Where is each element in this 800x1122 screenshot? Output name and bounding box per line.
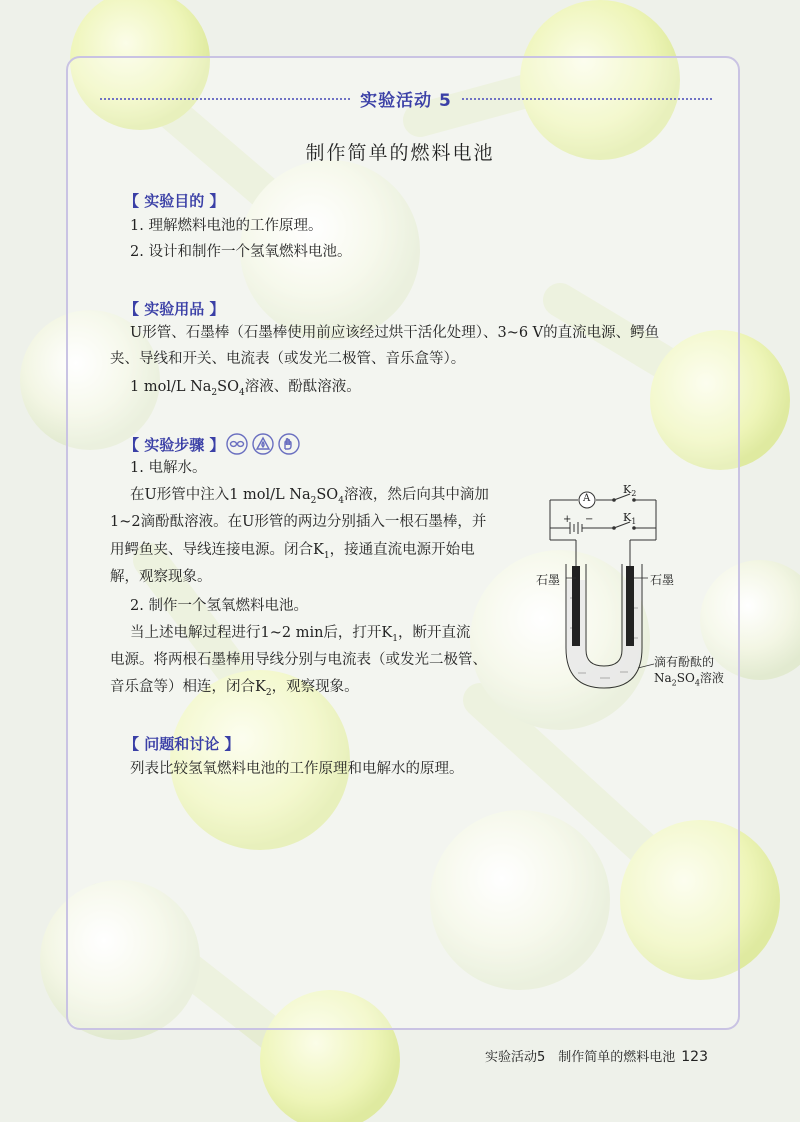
purpose-item: 1. 理解燃料电池的工作原理。 [130,218,323,234]
purpose-heading: 【 实验目的 】 [124,192,225,210]
text-span: 用鳄鱼夹、导线连接电源。闭合K [110,542,324,558]
flame-warning-icon [253,434,273,454]
step-text [110,540,475,566]
step-text [110,677,359,703]
hand-wash-icon [279,434,299,454]
text-span: K [623,511,632,524]
text-span: 溶液，然后向其中滴加 [343,487,489,503]
materials-line: 夹、导线和开关、电流表（或发光二极管、音乐盒等）。 [110,351,466,367]
subscript: 2 [211,387,218,398]
subscript: 1 [323,550,330,561]
materials-line: U形管、石墨棒（石墨棒使用前应该经过烘干活化处理）、3~6 V的直流电源、鳄鱼 [130,325,660,341]
step-text: 1~2滴酚酞溶液。在U形管的两边分别插入一根石墨棒，并 [110,514,487,530]
solution-label: 滴有酚酞的 [654,655,715,669]
switch-k1-label [623,511,636,526]
text-span: ，接通直流电源开始电 [329,542,475,558]
left-electrode-label: 石墨 [536,573,561,587]
discussion-heading: 【 问题和讨论 】 [124,735,240,753]
step-text [130,623,471,649]
page-number: 123 [681,1049,708,1065]
text-span: SO [316,487,339,503]
discussion-text: 列表比较氢氧燃料电池的工作原理和电解水的原理。 [130,761,464,777]
positive-terminal: + [563,514,572,525]
subscript: 2 [671,678,677,688]
subscript: 4 [338,495,344,506]
subscript: 2 [310,495,317,506]
ammeter-label: A [583,493,591,504]
dotted-rule-left [100,98,350,100]
text-span: ，断开直流 [398,625,471,641]
negative-terminal: − [585,514,594,525]
footer-text: 实验活动5 制作简单的燃料电池 [484,1050,676,1065]
materials-heading: 【 实验用品 】 [124,300,225,318]
subscript: 1 [392,633,399,644]
text-span: SO [676,671,695,685]
text-span: 在U形管中注入1 mol/L Na [130,487,311,503]
goggles-icon [227,434,247,454]
subscript: 2 [265,687,272,698]
activity-header [100,86,712,112]
text-span: ，观察现象。 [271,679,359,695]
steps-heading: 【 实验步骤 】 [124,436,225,454]
solution-label [654,669,724,687]
text-span: 溶液 [699,671,724,685]
text-span: K [623,483,632,496]
step-text: 解，观察现象。 [110,569,212,585]
subscript: 1 [631,517,637,527]
text-span: Na [654,671,672,685]
step-text: 电源。将两根石墨棒用导线分别与电流表（或发光二极管、 [110,652,487,668]
subscript: 4 [694,678,700,688]
right-electrode-label: 石墨 [650,573,675,587]
activity-title: 实验活动 5 [360,91,452,111]
step-text [130,485,489,511]
switch-k2-label [623,483,636,498]
subscript: 4 [238,387,245,398]
step-title: 2. 制作一个氢氧燃料电池。 [130,598,308,614]
text-span: 音乐盒等）相连，闭合K [110,679,266,695]
dotted-rule-right [462,98,712,100]
materials-reagents [130,377,361,403]
graphite-rod-right [626,566,634,646]
step-title: 1. 电解水。 [130,460,207,476]
purpose-item: 2. 设计和制作一个氢氧燃料电池。 [130,244,352,260]
text-span: 溶液、酚酞溶液。 [244,379,361,395]
u-tube-apparatus-diagram [530,478,730,698]
text-span: 1 mol/L Na [130,379,212,395]
text-span: SO [217,379,239,395]
page-footer [485,1046,708,1065]
subscript: 2 [631,489,637,499]
text-span: 当上述电解过程进行1~2 min后，打开K [130,625,393,641]
page-title: 制作简单的燃料电池 [305,142,495,164]
safety-icons [226,433,300,455]
